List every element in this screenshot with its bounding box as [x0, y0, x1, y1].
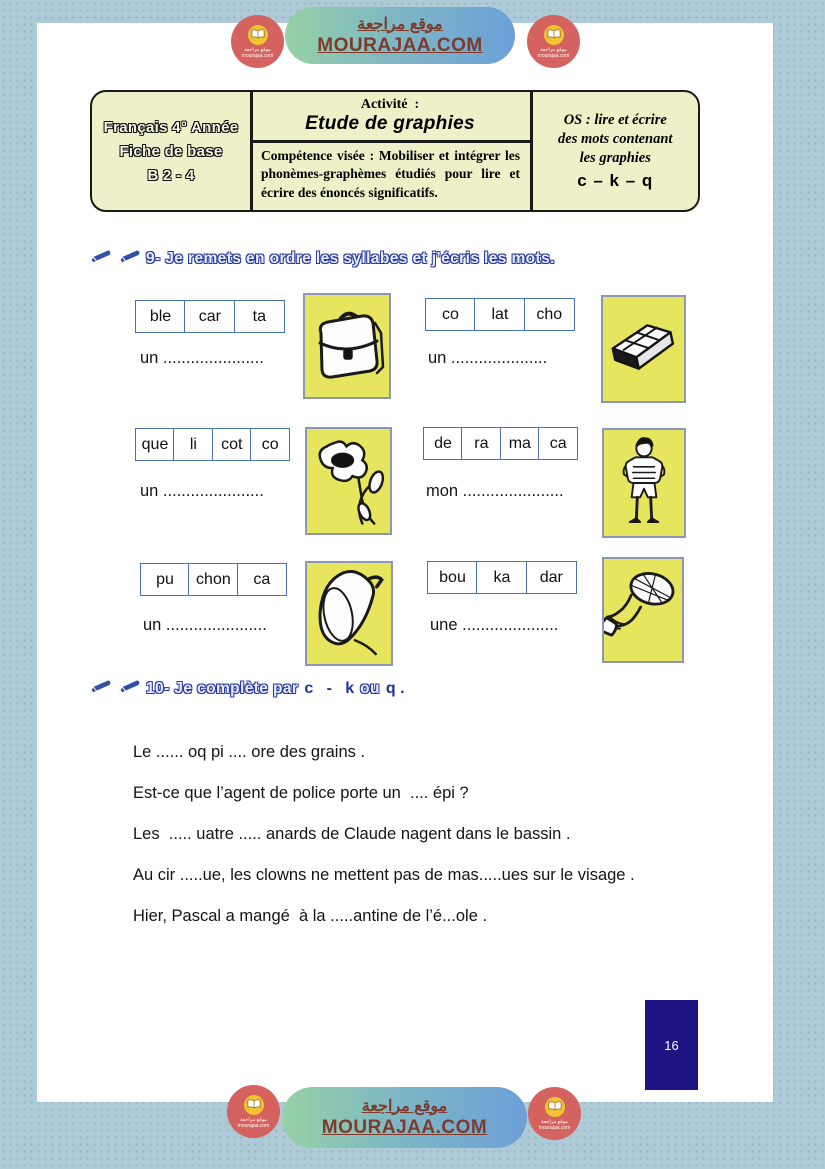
site-banner-bottom: [282, 1087, 527, 1148]
course-info-cell: [92, 92, 250, 210]
darbuka-drum-drawing: [604, 559, 682, 661]
badge-domain-text: mourajaa.com: [241, 52, 274, 59]
badge-arabic-text: موقع مراجعة: [240, 1116, 267, 1123]
objective-cell: [533, 92, 699, 210]
pencil-icon: [88, 248, 111, 269]
book-icon: [544, 25, 564, 45]
picture-tile: [602, 428, 686, 538]
site-logo-badge: [227, 1085, 280, 1138]
exercise10-sentences: [133, 732, 713, 937]
answer-line: un ......................: [140, 349, 264, 367]
sentence: Les ..... uatre ..... anards de Claude nagent dans le bassin .: [133, 825, 571, 843]
sentence: Hier, Pascal a mangé à la .....antine de l’é...ole .: [133, 907, 488, 925]
syllable-cell: bou: [427, 561, 478, 594]
choice-ou: ou: [360, 679, 380, 697]
picture-tile: [305, 427, 392, 535]
objective-line: des mots contenant: [558, 130, 673, 147]
hood-cap-drawing: [307, 563, 391, 664]
choice-letter-q: q .: [385, 679, 405, 697]
site-title-arabic: موقع مراجعة: [357, 15, 443, 33]
picture-tile: [305, 561, 393, 666]
answer-line: mon ......................: [426, 482, 564, 500]
syllable-cell: ta: [234, 300, 285, 333]
syllable-cell: co: [250, 428, 290, 461]
pencil-icon: [88, 678, 111, 699]
course-line: Français 4° Année: [103, 118, 239, 136]
answer-line: un .....................: [428, 349, 548, 367]
activity-title: Etude de graphies: [305, 113, 475, 134]
syllable-cell: ble: [135, 300, 186, 333]
syllable-cell: li: [173, 428, 213, 461]
boy-standing-drawing: [604, 430, 684, 536]
site-title-latin: MOURAJAA.COM: [321, 1116, 488, 1138]
syllable-table: [135, 428, 290, 461]
answer-line: une .....................: [430, 616, 559, 634]
answer-line: un ......................: [143, 616, 267, 634]
site-banner-top: [285, 7, 515, 64]
schoolbag-drawing: [305, 295, 389, 397]
syllable-cell: ka: [476, 561, 527, 594]
course-line: B 2 - 4: [147, 166, 195, 184]
syllable-cell: cot: [212, 428, 252, 461]
badge-domain-text: mourajaa.com: [537, 52, 570, 59]
book-icon: [545, 1097, 565, 1117]
chocolate-bar-drawing: [603, 297, 684, 401]
picture-tile: [602, 557, 684, 663]
page-number: 16: [645, 1000, 698, 1090]
syllable-cell: ca: [538, 427, 578, 460]
site-logo-badge: [528, 1087, 581, 1140]
objective-line: les graphies: [579, 149, 651, 166]
site-logo-badge: [527, 15, 580, 68]
sentence: Au cir .....ue, les clowns ne mettent pas de mas.....ues sur le visage .: [133, 866, 635, 884]
syllable-cell: dar: [526, 561, 577, 594]
syllable-table: [427, 561, 577, 594]
activity-label: Activité :: [360, 97, 420, 112]
lesson-header-card: [90, 90, 700, 212]
syllable-cell: ca: [237, 563, 287, 596]
poppy-flower-drawing: [307, 429, 390, 533]
syllable-table: [135, 300, 285, 333]
syllable-cell: car: [184, 300, 235, 333]
badge-arabic-text: موقع مراجعة: [541, 1118, 568, 1125]
activity-cell: [252, 92, 528, 140]
sentence: Le ...... oq pi .... ore des grains .: [133, 743, 366, 761]
exercise9-heading: [88, 248, 555, 269]
syllable-cell: lat: [474, 298, 525, 331]
pencil-icon: [117, 678, 140, 699]
syllable-cell: que: [135, 428, 175, 461]
exercise10-heading: [88, 678, 405, 699]
syllable-cell: ra: [461, 427, 501, 460]
book-icon: [248, 25, 268, 45]
syllable-cell: de: [423, 427, 463, 460]
book-icon: [244, 1095, 264, 1115]
badge-domain-text: mourajaa.com: [538, 1124, 571, 1131]
sentence: Est-ce que l’agent de police porte un .... épi ?: [133, 784, 469, 802]
site-logo-badge: [231, 15, 284, 68]
syllable-cell: chon: [188, 563, 238, 596]
graphies-letters: c – k – q: [577, 170, 654, 190]
site-title-arabic: موقع مراجعة: [361, 1097, 448, 1115]
syllable-cell: ma: [500, 427, 540, 460]
syllable-cell: co: [425, 298, 476, 331]
badge-arabic-text: موقع مراجعة: [540, 46, 567, 53]
choice-letters-ck: c - k: [304, 679, 355, 697]
badge-domain-text: mourajaa.com: [237, 1122, 270, 1129]
pencil-icon: [117, 248, 140, 269]
picture-tile: [303, 293, 391, 399]
syllable-cell: pu: [140, 563, 190, 596]
picture-tile: [601, 295, 686, 403]
syllable-table: [425, 298, 575, 331]
exercise10-title: 10- Je complète par: [146, 679, 299, 697]
course-line: Fiche de base: [119, 142, 223, 160]
objective-line: OS : lire et écrire: [563, 111, 667, 128]
badge-arabic-text: موقع مراجعة: [244, 46, 271, 53]
site-title-latin: MOURAJAA.COM: [317, 34, 483, 56]
syllable-table: [140, 563, 287, 596]
syllable-table: [423, 427, 578, 460]
exercise9-title: 9- Je remets en ordre les syllabes et j’écris les mots.: [146, 249, 555, 267]
answer-line: un ......................: [140, 482, 264, 500]
competence-cell: Compétence visée : Mobiliser et intégrer les phonèmes-graphèmes étudiés pour lire et écrire des énoncés significatifs.: [261, 147, 520, 200]
syllable-cell: cho: [524, 298, 575, 331]
